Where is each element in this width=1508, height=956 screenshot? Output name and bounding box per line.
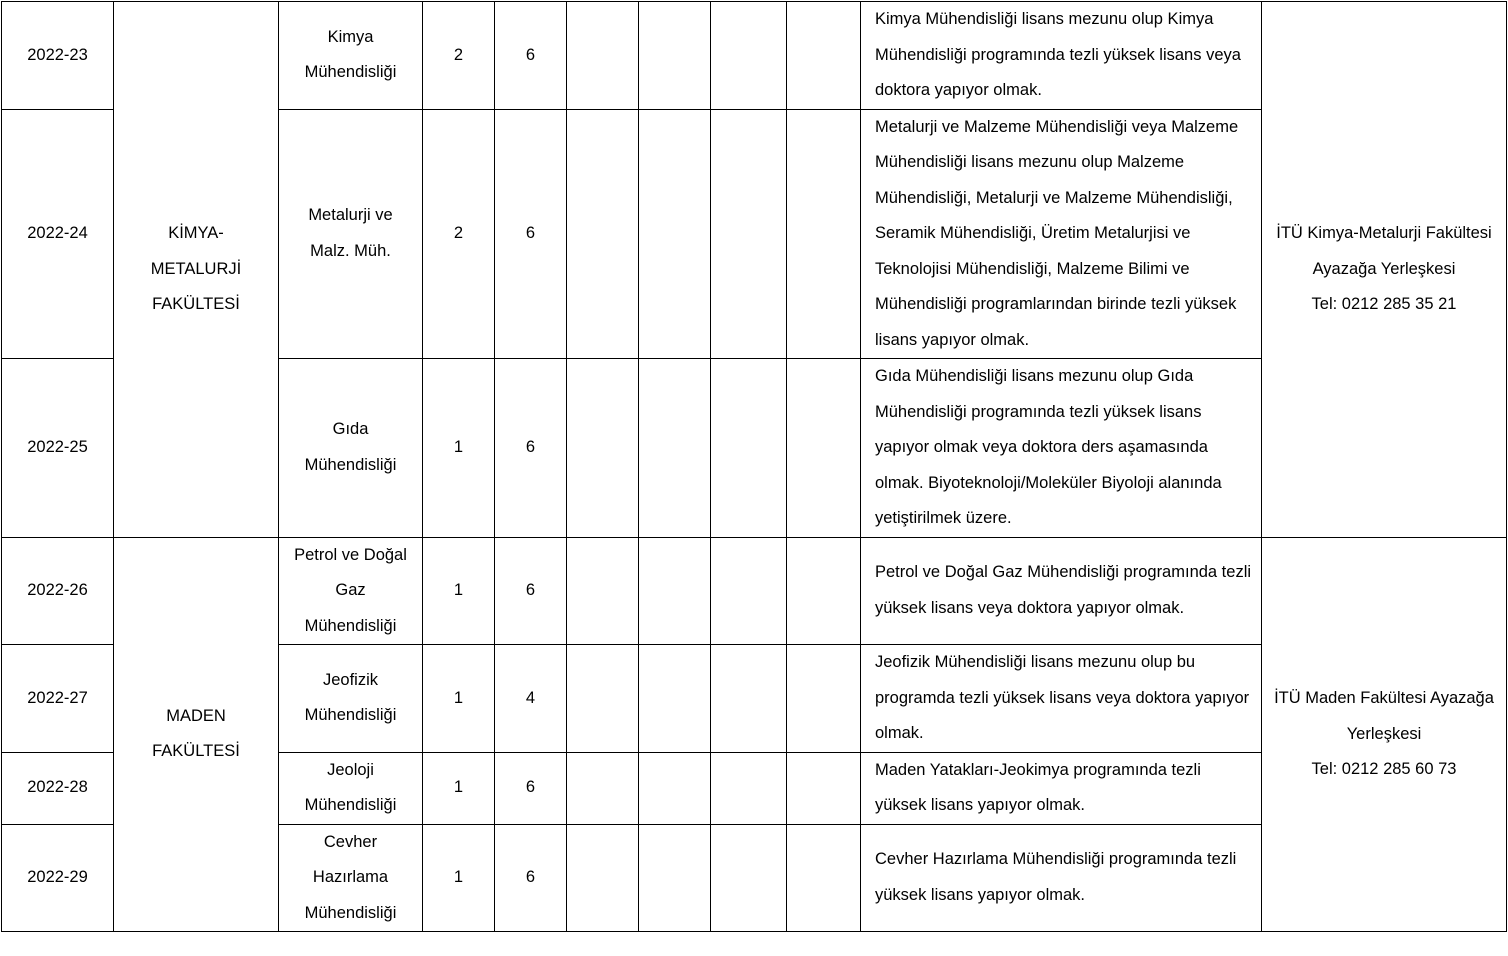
program-name: Petrol ve Doğal Gaz Mühendisliği — [279, 537, 423, 645]
empty-cell — [567, 359, 639, 538]
empty-cell — [787, 537, 861, 645]
empty-cell — [639, 359, 711, 538]
term-value: 6 — [495, 537, 567, 645]
empty-cell — [639, 824, 711, 932]
contact-cell: İTÜ Maden Fakültesi Ayazağa Yerleşkesi Tel: 0212 285 60 73 — [1262, 537, 1507, 932]
requirement-text: Maden Yatakları-Jeokimya programında tezli yüksek lisans yapıyor olmak. — [861, 752, 1262, 824]
program-name: Jeofizik Mühendisliği — [279, 645, 423, 753]
empty-cell — [567, 752, 639, 824]
staff-count: 1 — [423, 537, 495, 645]
position-code: 2022-27 — [2, 645, 114, 753]
term-value: 4 — [495, 645, 567, 753]
term-value: 6 — [495, 752, 567, 824]
empty-cell — [567, 109, 639, 359]
contact-cell: İTÜ Kimya-Metalurji Fakültesi Ayazağa Yerleşkesi Tel: 0212 285 35 21 — [1262, 2, 1507, 538]
staff-count: 2 — [423, 2, 495, 110]
position-code: 2022-26 — [2, 537, 114, 645]
requirement-text: Jeofizik Mühendisliği lisans mezunu olup bu programda tezli yüksek lisans veya doktora yapıyor olmak. — [861, 645, 1262, 753]
term-value: 6 — [495, 359, 567, 538]
faculty-cell: MADEN FAKÜLTESİ — [114, 537, 279, 932]
empty-cell — [639, 537, 711, 645]
requirement-text: Kimya Mühendisliği lisans mezunu olup Kimya Mühendisliği programında tezli yüksek lisans veya doktora yapıyor olmak. — [861, 2, 1262, 110]
program-name: Cevher Hazırlama Mühendisliği — [279, 824, 423, 932]
empty-cell — [567, 645, 639, 753]
empty-cell — [639, 645, 711, 753]
program-name: Gıda Mühendisliği — [279, 359, 423, 538]
empty-cell — [711, 752, 787, 824]
empty-cell — [711, 824, 787, 932]
requirement-text: Gıda Mühendisliği lisans mezunu olup Gıda Mühendisliği programında tezli yüksek lisans yapıyor olmak veya doktora ders aşamasında olmak. Biyoteknoloji/Moleküler Biyoloji alanında yetiştirilmek üzere. — [861, 359, 1262, 538]
table-row — [2, 537, 1507, 645]
empty-cell — [711, 109, 787, 359]
requirement-text: Metalurji ve Malzeme Mühendisliği veya Malzeme Mühendisliği lisans mezunu olup Malzeme Mühendisliği, Metalurji ve Malzeme Mühendisliği, Seramik Mühendisliği, Üretim Metalurjisi ve Teknolojisi Mühendisliği, Malzeme Bilimi ve Mühendisliği programlarından birinde tezli yüksek lisans yapıyor olmak. — [861, 109, 1262, 359]
position-code: 2022-23 — [2, 2, 114, 110]
staff-count: 1 — [423, 824, 495, 932]
empty-cell — [711, 359, 787, 538]
staff-count: 1 — [423, 359, 495, 538]
empty-cell — [787, 109, 861, 359]
empty-cell — [787, 359, 861, 538]
positions-table — [1, 1, 1507, 932]
staff-count: 1 — [423, 645, 495, 753]
empty-cell — [567, 2, 639, 110]
table-row — [2, 2, 1507, 110]
term-value: 6 — [495, 2, 567, 110]
staff-count: 1 — [423, 752, 495, 824]
empty-cell — [567, 537, 639, 645]
empty-cell — [787, 824, 861, 932]
requirement-text: Cevher Hazırlama Mühendisliği programında tezli yüksek lisans yapıyor olmak. — [861, 824, 1262, 932]
term-value: 6 — [495, 824, 567, 932]
faculty-cell: KİMYA- METALURJİ FAKÜLTESİ — [114, 2, 279, 538]
term-value: 6 — [495, 109, 567, 359]
empty-cell — [787, 645, 861, 753]
position-code: 2022-24 — [2, 109, 114, 359]
position-code: 2022-28 — [2, 752, 114, 824]
empty-cell — [639, 109, 711, 359]
program-name: Kimya Mühendisliği — [279, 2, 423, 110]
position-code: 2022-29 — [2, 824, 114, 932]
empty-cell — [711, 2, 787, 110]
empty-cell — [787, 752, 861, 824]
empty-cell — [567, 824, 639, 932]
program-name: Jeoloji Mühendisliği — [279, 752, 423, 824]
empty-cell — [787, 2, 861, 110]
requirement-text: Petrol ve Doğal Gaz Mühendisliği programında tezli yüksek lisans veya doktora yapıyor olmak. — [861, 537, 1262, 645]
staff-count: 2 — [423, 109, 495, 359]
program-name: Metalurji ve Malz. Müh. — [279, 109, 423, 359]
empty-cell — [711, 537, 787, 645]
empty-cell — [639, 752, 711, 824]
empty-cell — [711, 645, 787, 753]
position-code: 2022-25 — [2, 359, 114, 538]
empty-cell — [639, 2, 711, 110]
